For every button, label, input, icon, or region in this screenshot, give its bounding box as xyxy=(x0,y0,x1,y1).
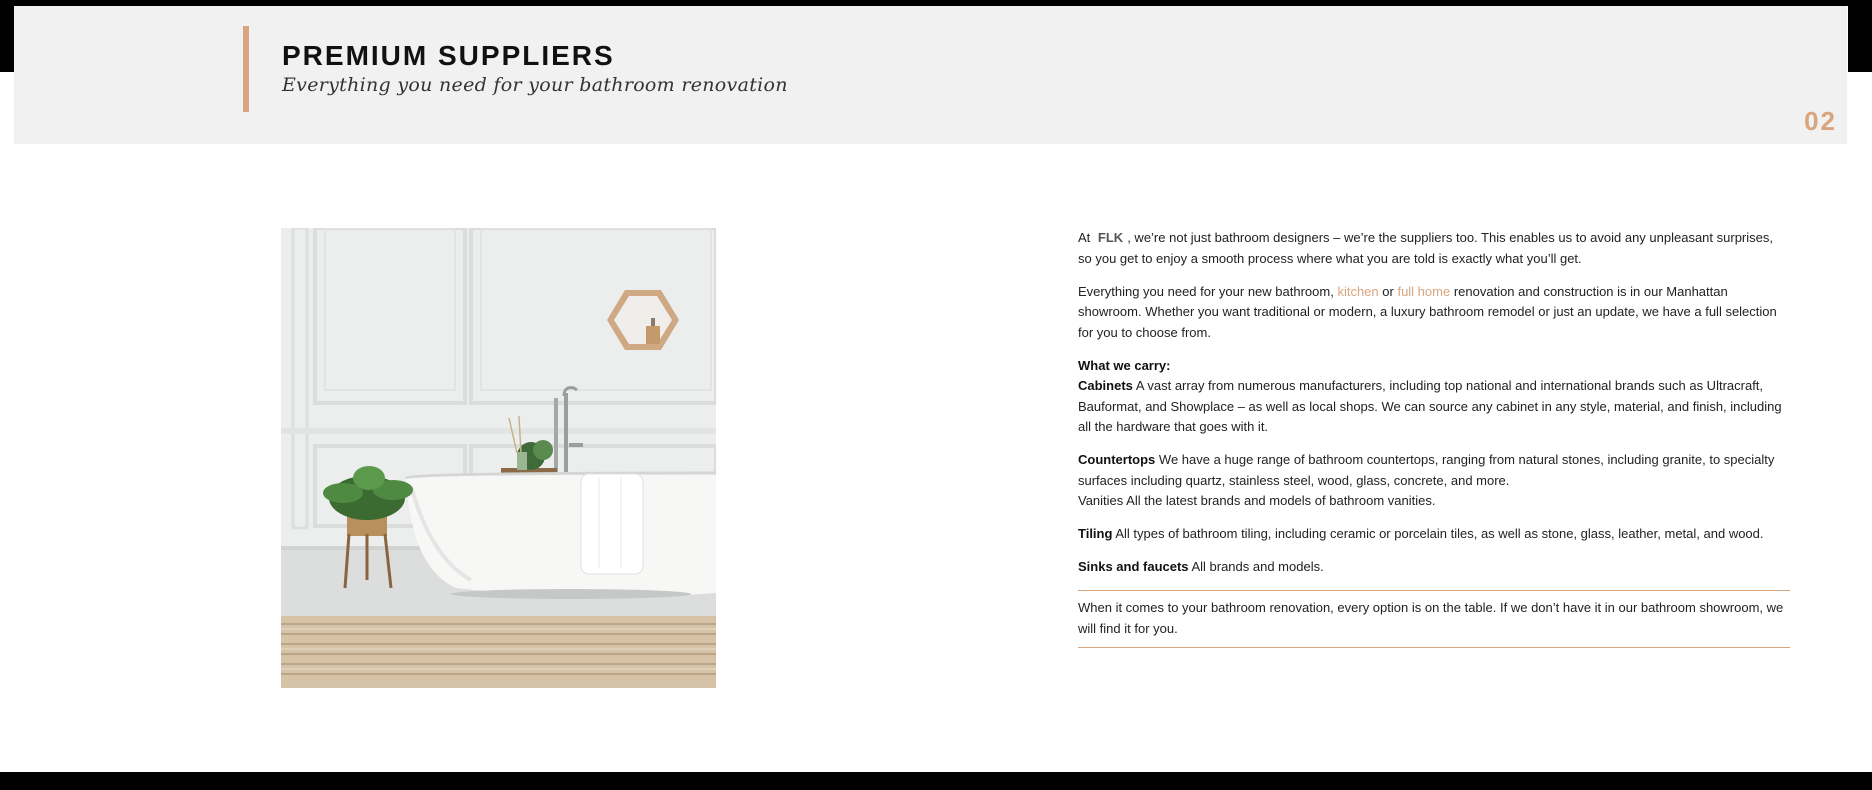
vanities-text: Vanities All the latest brands and models of bathroom vanities. xyxy=(1078,493,1436,508)
kitchen-link[interactable]: kitchen xyxy=(1337,283,1379,299)
right-border xyxy=(1848,0,1872,72)
countertops-text: We have a huge range of bathroom countertops, ranging from natural stones, including granite, to specialty surfaces including quartz, stainless steel, wood, glass, concrete, and more. xyxy=(1078,452,1775,488)
page-number: 02 xyxy=(1804,106,1837,136)
cabinets-text: A vast array from numerous manufacturers, including top national and international brands such as Ultracraft, Bauformat, and Showplace – as well as local shops. We can source any cabinet in any style, material, and finish, including all the hardware that goes with it. xyxy=(1078,378,1782,434)
sinks-text: All brands and models. xyxy=(1191,559,1324,574)
left-border xyxy=(0,0,14,72)
page-subtitle: Everything you need for your bathroom renovation xyxy=(282,74,788,96)
showroom-paragraph xyxy=(1078,282,1790,344)
showroom-or: or xyxy=(1382,283,1394,299)
countertops-paragraph xyxy=(1078,450,1790,512)
callout-box xyxy=(1078,590,1790,648)
callout-text: When it comes to your bathroom renovation, every option is on the table. If we don’t have it in our bathroom showroom, we will find it for you. xyxy=(1078,600,1784,636)
sinks-label: Sinks and faucets xyxy=(1078,559,1189,574)
countertops-label: Countertops xyxy=(1078,452,1156,467)
intro-text: , we’re not just bathroom designers – we’re the suppliers too. This enables us to avoid any unpleasant surprises, so you get to enjoy a smooth process where what you are told is exactly what you’ll get. xyxy=(1078,230,1773,266)
bathroom-photo xyxy=(281,228,716,688)
intro-paragraph xyxy=(1078,228,1790,269)
brand-logo: FLK xyxy=(1097,230,1124,245)
tiling-label: Tiling xyxy=(1078,526,1113,541)
sinks-paragraph xyxy=(1078,557,1790,578)
tiling-text: All types of bathroom tiling, including ceramic or porcelain tiles, as well as stone, glass, leather, metal, and wood. xyxy=(1115,526,1764,541)
page-title: PREMIUM SUPPLIERS xyxy=(282,40,615,71)
title-accent-bar xyxy=(243,26,249,112)
cabinets-label: Cabinets xyxy=(1078,378,1133,393)
content-column xyxy=(1078,228,1790,648)
intro-prefix: At xyxy=(1078,230,1091,245)
showroom-prefix: Everything you need for your new bathroom, xyxy=(1078,283,1334,299)
full-home-link[interactable]: full home xyxy=(1397,283,1451,299)
tiling-paragraph xyxy=(1078,524,1790,545)
cabinets-paragraph xyxy=(1078,356,1790,438)
carry-heading: What we carry: xyxy=(1078,357,1171,373)
showroom-text: renovation and construction is in our Manhattan showroom. Whether you want traditional or modern, a luxury bathroom remodel or just an update, we have a full selection for you to choose from. xyxy=(1078,283,1777,340)
bottom-border xyxy=(0,772,1872,790)
